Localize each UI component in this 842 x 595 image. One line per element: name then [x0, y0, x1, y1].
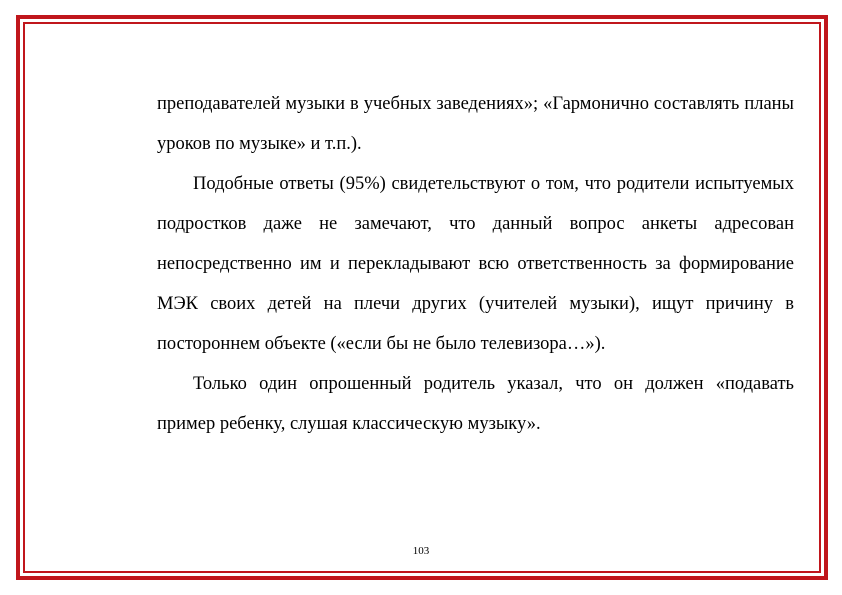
page-number: 103: [412, 545, 430, 557]
paragraph-continuation: преподавателей музыки в учебных заведениях»; «Гармонично составлять планы уроков по музыке» и т.п.).: [157, 94, 794, 154]
paragraph-single-parent: Только один опрошенный родитель указал, что он должен «подавать пример ребенку, слушая классическую музыку».: [157, 374, 794, 434]
document-body: [157, 84, 794, 444]
paragraph-responses: Подобные ответы (95%) свидетельствуют о том, что родители испытуемых подростков даже не замечают, что данный вопрос анкеты адресован непосредственно им и перекладывают всю ответственность за формирование МЭК своих детей на плечи других (учителей музыки), ищут причину в постороннем объекте («если бы не было телевизора…»).: [157, 174, 794, 354]
